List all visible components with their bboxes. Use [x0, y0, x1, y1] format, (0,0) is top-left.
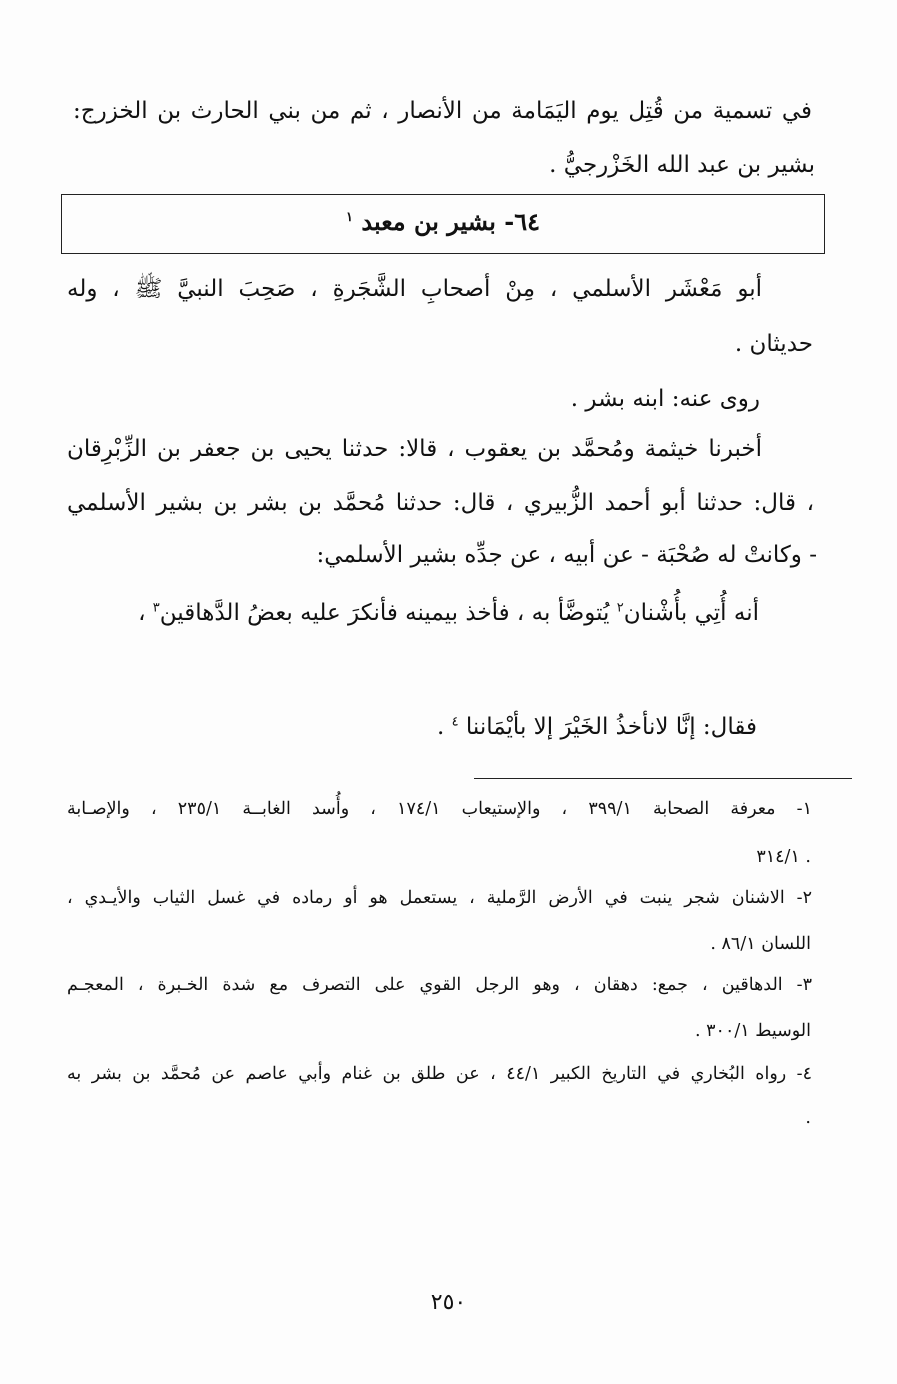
footnote-4-line-1: ٤- رواه البُخاري في التاريخ الكبير ٤٤/١ ، عن طلق بن غنام وأبي عاصم عن مُحمَّد بن بشر به [67, 1064, 812, 1084]
footnote-ref-3: ٣ [152, 600, 160, 616]
footnote-3-line-2: الوسيط ٣٠٠/١ . [695, 1021, 811, 1041]
body-line-3: روى عنه: ابنه بشر . [570, 386, 760, 412]
footnote-ref-1: ١ [346, 210, 353, 225]
entry-title-text: ٦٤- بشير بن معبد [361, 207, 540, 236]
body-line-8-part-b: . [436, 714, 452, 740]
footnote-4-line-2: . [805, 1108, 811, 1128]
footnote-1-line-2: ٣١٤/١ . [756, 847, 811, 867]
entry-title [62, 207, 824, 236]
body-line-4: أخبرنا خيثمة ومُحمَّد بن يعقوب ، قالا: حدثنا يحيى بن جعفر بن الزِّبْرِقان [67, 436, 762, 462]
footnote-3-line-1: ٣- الدهاقين ، جمع: دهقان ، وهو الرجل القوي على التصرف مع شدة الخـبرة ، المعجـم [67, 975, 812, 995]
footnote-ref-4: ٤ [451, 714, 459, 730]
body-line-6: - وكانتْ له صُحْبَة - عن أبيه ، عن جدِّه بشير الأسلمي: [316, 542, 817, 568]
footnote-2-line-1: ٢- الاشنان شجر ينبت في الأرض الرَّملية ، يستعمل هو أو رماده في غسل الثياب والأيـدي ، [67, 888, 812, 908]
footnote-separator [474, 778, 852, 779]
body-line-1: أبو مَعْشَر الأسلمي ، مِنْ أصحابِ الشَّجَرةِ ، صَحِبَ النبيَّ ﷺ ، وله [67, 276, 762, 302]
body-line-7-part-c: ، [138, 600, 153, 626]
entry-heading-box [61, 194, 825, 254]
body-line-5: ، قال: حدثنا أبو أحمد الزُّبيري ، قال: حدثنا مُحمَّد بن بشر بن بشير الأسلمي [67, 490, 814, 516]
body-line-8 [437, 714, 757, 740]
body-line-2: حديثان . [734, 331, 813, 357]
body-line-7-part-b: يُتوضَّأ به ، فأخذ بيمينه فأنكرَ عليه بعضُ الدَّهاقين [159, 600, 617, 626]
body-line-7 [138, 600, 759, 626]
intro-line-2: بشير بن عبد الله الخَزْرجيُّ . [549, 152, 815, 178]
body-line-8-part-a: فقال: إنَّا لانأخذُ الخَيْرَ إلا بأيْمَاننا [465, 714, 757, 740]
footnote-ref-2: ٢ [616, 600, 624, 616]
body-line-7-part-a: أنه أُتِي بأُشْنان [623, 600, 759, 626]
footnote-1-line-1: ١- معرفة الصحابة ٣٩٩/١ ، والإستيعاب ١٧٤/١ ، وأُسد الغابــة ٢٣٥/١ ، والإصـابة [67, 799, 813, 819]
intro-line-1: في تسمية من قُتِل يوم اليَمَامة من الأنصار ، ثم من بني الحارث بن الخزرج: [73, 98, 812, 124]
footnote-2-line-2: اللسان ٨٦/١ . [710, 934, 811, 954]
page-number: ٢٥٠ [430, 1290, 467, 1315]
